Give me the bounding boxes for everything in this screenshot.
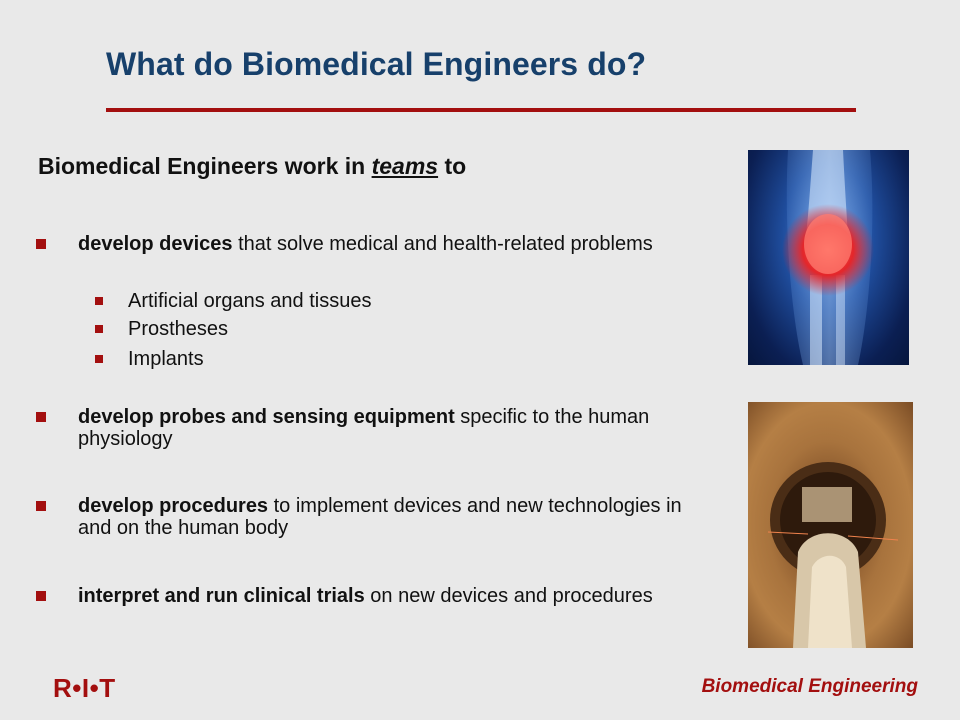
subhead-emphasis: teams [371,153,439,179]
bullet-text: specific to the human physiology [78,406,650,450]
mri-photo-svg [748,402,913,648]
knee-illustration-svg [748,150,909,365]
subhead-prefix: Biomedical Engineers work in [38,153,372,179]
sub-bullet-item: Artificial organs and tissues [128,290,372,312]
bullet-text: on new devices and procedures [364,585,653,607]
rit-logo: R•I•T [53,673,116,703]
bullet-text: that solve medical and health-related problems [232,233,653,255]
bullet-bold-text: develop devices [78,233,233,255]
title-underline-rule [106,108,856,112]
slide-title: What do Biomedical Engineers do? [106,46,647,82]
subhead-suffix: to [438,153,467,179]
bullet-bold-text: develop procedures [78,495,269,517]
bullet-item [78,233,688,255]
bullet-bold-text: develop probes and sensing equipment [78,406,455,428]
bullet-item [78,495,718,539]
footer-department-label: Biomedical Engineering [701,676,918,697]
slide-subheading [38,153,466,180]
bullet-item [78,585,718,607]
bullet-bold-text: interpret and run clinical trials [78,585,365,607]
bullet-text: to implement devices and new technologies in and on the human body [78,495,682,539]
bullet-item [78,406,718,450]
mri-scanner-photo [748,402,913,648]
sub-bullet-item: Prostheses [128,318,229,340]
sub-bullet-item: Implants [128,348,204,370]
knee-joint-illustration [748,150,909,365]
